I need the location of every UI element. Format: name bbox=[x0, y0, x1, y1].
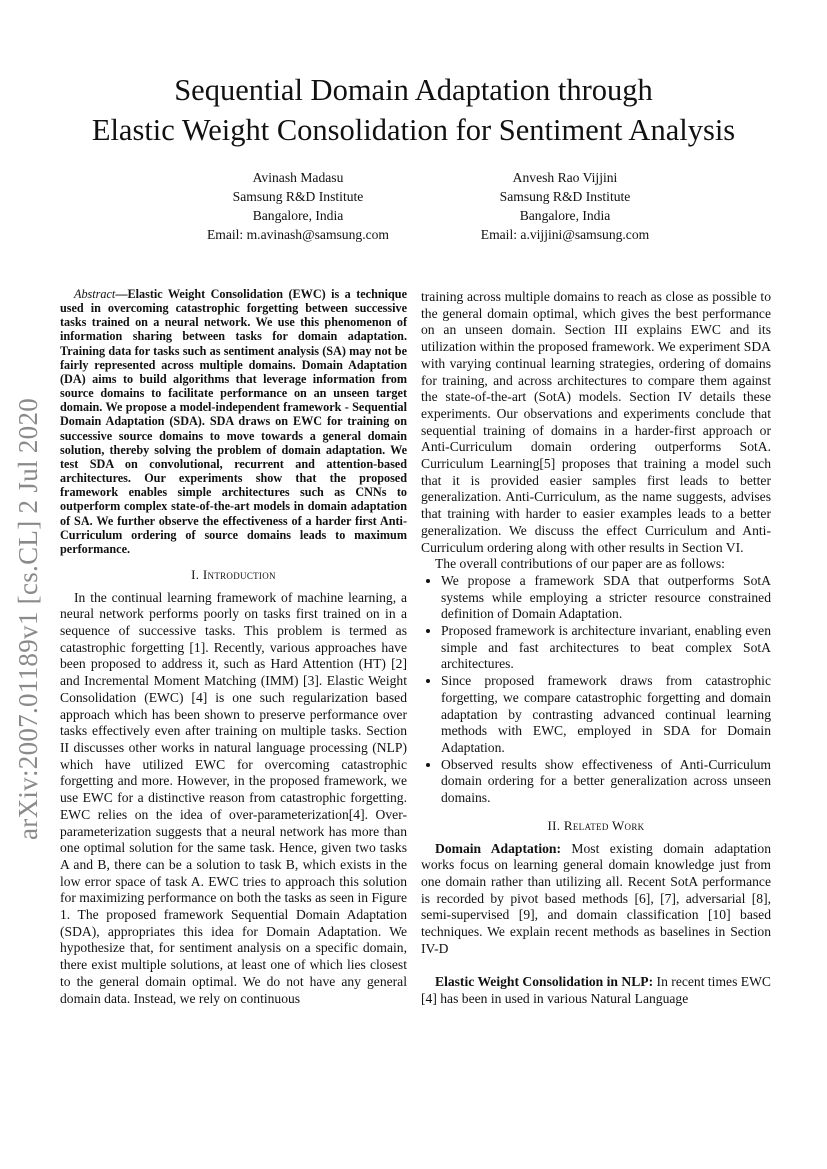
section-number: I. bbox=[191, 566, 203, 582]
list-item: • We propose a framework SDA that outperforms SotA systems while employing a stricter resource constrained definition of Domain Adaptation. bbox=[441, 573, 771, 623]
paragraph-label: Elastic Weight Consolidation in NLP: bbox=[435, 974, 654, 990]
ewc-nlp-paragraph bbox=[421, 974, 771, 1007]
paragraph-text: Most existing domain adaptation works focus on learning general domain knowledge just from one domain rather than utilizing all. Recent SotA performance is recorded by pivot based methods [6], [7], adversarial [8], semi-supervised [9], and domain classification [10] based techniques. We explain recent methods as baselines in Section IV-D bbox=[421, 840, 772, 956]
section-title: Related Work bbox=[563, 817, 645, 833]
author-name: Anvesh Rao Vijjini bbox=[512, 170, 618, 185]
domain-adaptation-paragraph bbox=[421, 841, 771, 958]
contributions-list bbox=[421, 573, 771, 807]
author-block-2 bbox=[415, 168, 715, 244]
paper-title bbox=[0, 70, 827, 150]
section-number: II. bbox=[547, 817, 564, 833]
author-location: Bangalore, India bbox=[252, 208, 344, 223]
section-heading-related-work bbox=[421, 818, 771, 835]
abstract-label: Abstract bbox=[74, 287, 116, 301]
author-location: Bangalore, India bbox=[519, 208, 611, 223]
intro-paragraph-1-continued: training across multiple domains to reach as close as possible to the general domain optimal, which gives the best performance on an unseen domain. Section III explains EWC and its utilization within the proposed framework. We experiment SDA with varying continual learning strategies, ordering of domains for training, and across architectures to compare them against the state-of-the-art (SotA) models. Section IV details these experiments. Our observations and experiments conclude that sequential training of domains in a harder-first approach or Anti-Curriculum domain ordering outperforms SotA. Curriculum Learning[5] proposes that training a model such that it is provided easier samples first leads to better generalization. Anti-Curriculum, as the name suggests, advises that training with harder to easier examples leads to a better generalization. We discuss the effect Curriculum and Anti-Curriculum ordering along with other results in Section VI. bbox=[421, 289, 771, 555]
author-name: Avinash Madasu bbox=[252, 170, 344, 185]
intro-paragraph-1: In the continual learning framework of machine learning, a neural network performs poorly on tasks first trained on in a sequence of successive tasks. This problem is termed as catastrophic forgetting [1]. Recently, various approaches have been proposed to address it, such as Hard Attention (HT) [2] and Incremental Moment Matching (IMM) [3]. Elastic Weight Consolidation (EWC) [4] is one such regularization based approach which has been shown to preserve performance over tasks effectively even after training on multiple tasks. Section II discusses other works in natural language processing (NLP) which have utilized EWC for overcoming catastrophic forgetting and more. However, in the proposed framework, we use EWC for a distinctive reason from catastrophic forgetting. EWC relies on the idea of over-parameterization[4]. Over-parameterization suggests that a neural network has more than one optimal solution for the same task. Hence, given two tasks A and B, there can be a solution to task B, which exists in the low error space of task A. EWC tries to approach this solution for maximizing performance on both the tasks as seen in Figure 1. The proposed framework Sequential Domain Adaptation (SDA), appropriates this idea for Domain Adaptation. We hypothesize that, for sentiment analysis on a specific domain, there exist multiple solutions, at least one of which lies closest to the general domain optimal. We do not have any general domain data. Instead, we rely on continuous bbox=[60, 589, 407, 1006]
list-item: • Since proposed framework draws from catastrophic forgetting, we compare catastrophic forgetting and domain adaptation by contrasting advanced continual learning methods with EWC, employed in SDA for Domain Adaptation. bbox=[441, 673, 771, 757]
author-affiliation: Samsung R&D Institute bbox=[232, 189, 364, 204]
author-email: Email: m.avinash@samsung.com bbox=[206, 227, 390, 242]
title-line-1: Sequential Domain Adaptation through bbox=[174, 73, 653, 107]
arxiv-identifier-stamp: arXiv:2007.01189v1 [cs.CL] 2 Jul 2020 bbox=[13, 397, 43, 840]
left-column bbox=[60, 287, 407, 1007]
section-heading-introduction bbox=[60, 567, 407, 584]
contributions-intro: The overall contributions of our paper are as follows: bbox=[435, 556, 725, 572]
paragraph-text: In recent times EWC [4] has been in used in various Natural Language bbox=[421, 974, 771, 1007]
author-email: Email: a.vijjini@samsung.com bbox=[480, 227, 650, 242]
paragraph-label: Domain Adaptation: bbox=[435, 840, 561, 856]
section-title: Introduction bbox=[202, 566, 276, 582]
author-block-1 bbox=[148, 168, 448, 244]
list-item: • Observed results show effectiveness of Anti-Curriculum domain ordering for a better generalization across unseen domains. bbox=[441, 757, 771, 807]
abstract-text: —Elastic Weight Consolidation (EWC) is a technique used in overcoming catastrophic forgetting between successive tasks trained on a neural network. We use this phenomenon of information sharing between tasks for domain adaptation. Training data for tasks such as sentiment analysis (SA) may not be fairly represented across multiple domains. Domain Adaptation (DA) aims to build algorithms that leverage information from source domains to facilitate performance on an unseen target domain. We propose a model-independent framework - Sequential Domain Adaptation (SDA). SDA draws on EWC for training on successive source domains to move towards a general domain solution, thereby solving the problem of domain adaptation. We test SDA on convolutional, recurrent and attention-based architectures. Our experiments show that the proposed framework enables simple architectures such as CNNs to outperform complex state-of-the-art models in domain adaptation of SA. We further observe the effectiveness of a harder first Anti-Curriculum ordering of source domains leads to maximum performance. bbox=[60, 287, 407, 556]
title-line-2: Elastic Weight Consolidation for Sentiment Analysis bbox=[91, 113, 736, 147]
abstract bbox=[60, 287, 407, 556]
list-item: • Proposed framework is architecture invariant, enabling even simple and fast architectures to beat complex SotA architectures. bbox=[441, 623, 771, 673]
right-column bbox=[421, 289, 771, 1008]
author-affiliation: Samsung R&D Institute bbox=[499, 189, 631, 204]
